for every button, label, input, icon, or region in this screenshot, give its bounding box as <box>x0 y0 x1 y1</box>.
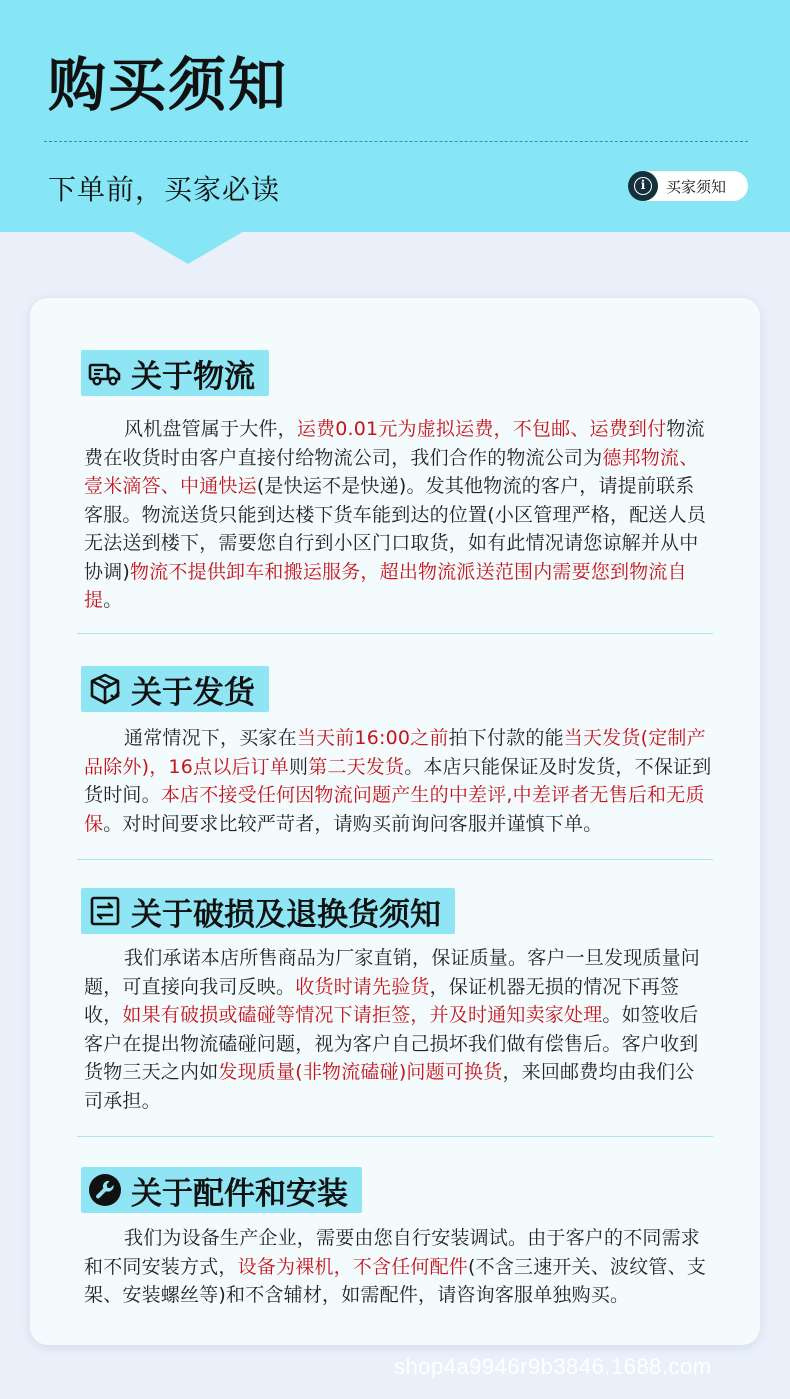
section-divider <box>77 1136 713 1137</box>
wrench-icon <box>87 1172 123 1208</box>
body-text: 物流费在收货时由客户直接付给物流公司，我们合作的物流公司为 <box>84 418 705 469</box>
exchange-icon <box>87 893 123 929</box>
body-text: 。如签收后客户在提出物流磕碰问题，视为客户自己损坏我们做有偿售后。客户收到货物三天之内如 <box>84 1004 699 1083</box>
highlighted-text: 运费0.01元为虚拟运费，不包邮、运费到付 <box>296 418 667 440</box>
section-header-returns <box>81 888 455 934</box>
section-body-accessories <box>84 1224 712 1310</box>
body-text: 通常情况下，买家在 <box>124 727 297 749</box>
body-text: 则 <box>289 755 309 778</box>
body-text: (是快运不是快递)。发其他物流的客户，请提前联系客服。物流送货只能到达楼下货车能到达的位置(小区管理严格，配送人员无法送到楼下，需要您自行到小区门口取货，如有此情况请您谅解并从中协调) <box>84 475 707 583</box>
section-header-accessories <box>81 1167 362 1213</box>
body-text: 风机盘管属于大件， <box>124 418 297 440</box>
highlighted-text: 收货时请先验货 <box>295 975 430 998</box>
box-icon <box>87 671 123 707</box>
body-text: 。 <box>103 589 123 611</box>
highlighted-text: 物流不提供卸车和搬运服务，超出物流派送范围内需要您到物流自提 <box>84 560 687 611</box>
body-text: 我们承诺本店所售商品为厂家直销，保证质量。客户一旦发现质量问题，可直接向我司反映。 <box>84 947 701 998</box>
section-header-shipping <box>81 666 269 712</box>
body-text: ，保证机器无损的情况下再签收， <box>84 975 680 1026</box>
section-divider <box>77 633 713 634</box>
highlighted-text: 发现质量(非物流磕碰)问题可换货 <box>218 1061 503 1083</box>
body-text: (不含三速开关、波纹管、支架、安装螺丝等)和不含辅材，如需配件，请咨询客服单独购买。 <box>84 1255 707 1306</box>
section-body-returns <box>84 944 712 1115</box>
body-text: 。对时间要求比较严苛者，请购买前询问客服并谨慎下单。 <box>103 812 603 835</box>
section-title: 关于发货 <box>131 674 255 711</box>
highlighted-text: 第二天发货 <box>308 755 405 778</box>
highlighted-text: 德邦物流、壹米滴答、中通快运 <box>84 446 699 497</box>
section-title: 关于破损及退换货须知 <box>131 896 441 933</box>
highlighted-text: 如果有破损或磕碰等情况下请拒签，并及时通知卖家处理 <box>122 1004 603 1026</box>
body-text: ，来回邮费均由我们公司承担。 <box>84 1061 695 1112</box>
section-body-logistics <box>84 415 712 615</box>
truck-icon <box>87 355 123 391</box>
notice-card <box>30 298 760 1345</box>
section-divider <box>77 859 713 860</box>
buyer-notice-badge <box>628 171 748 201</box>
body-text: 我们为设备生产企业，需要由您自行安装调试。由于客户的不同需求和不同安装方式， <box>84 1227 701 1278</box>
highlighted-text: 设备为裸机，不含任何配件 <box>237 1255 469 1278</box>
highlighted-text: 当天发货(定制产品除外)，16点以后订单 <box>84 727 706 778</box>
page-subtitle: 下单前，买家必读 <box>48 173 281 206</box>
highlighted-text: 当天前16:00之前 <box>296 727 449 749</box>
body-text: 拍下付款的能 <box>448 727 564 749</box>
shop-watermark: shop4a9946r9b3846.1688.com <box>394 1354 712 1379</box>
info-icon: i <box>628 171 658 201</box>
header-divider <box>44 141 748 142</box>
page-title: 购买须知 <box>48 51 289 119</box>
section-title: 关于配件和安装 <box>131 1175 348 1212</box>
section-title: 关于物流 <box>131 358 255 395</box>
body-text: 。本店只能保证及时发货，不保证到货时间。 <box>84 755 712 806</box>
header-notch <box>130 230 246 264</box>
section-header-logistics <box>81 350 269 396</box>
badge-label: 买家须知 <box>666 177 727 196</box>
highlighted-text: 本店不接受任何因物流问题产生的中差评,中差评者无售后和无质保 <box>84 784 705 835</box>
section-body-shipping <box>84 724 712 838</box>
